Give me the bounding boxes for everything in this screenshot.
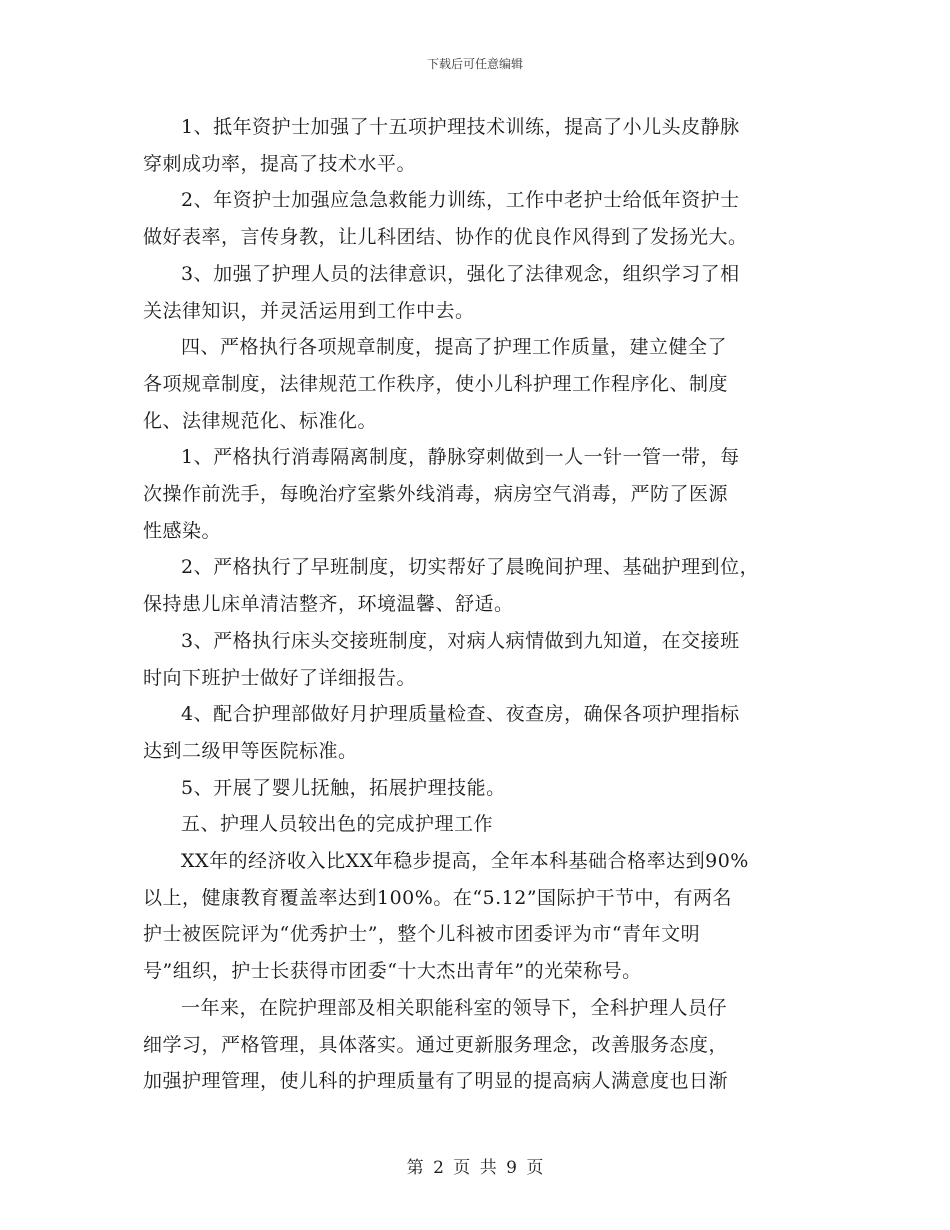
paragraph-line: 做好表率，言传身教，让儿科团结、协作的优良作风得到了发扬光大。 [143, 226, 748, 249]
body-paragraph [143, 806, 808, 843]
document-body [143, 109, 808, 1100]
paragraph-line: 护士被医院评为“优秀护士”，整个儿科被市团委评为市“青年文明 [143, 923, 701, 946]
paragraph-line: 4、配合护理部做好月护理质量检查、夜查房，确保各项护理指标 [181, 703, 740, 726]
body-paragraph [143, 623, 808, 696]
paragraph-line: 次操作前洗手，每晚治疗室紫外线消毒，病房空气消毒，严防了医源 [143, 483, 729, 506]
paragraph-line: 穿刺成功率，提高了技术水平。 [143, 152, 417, 175]
body-paragraph [143, 990, 808, 1100]
paragraph-line: 号”组织，护士长获得市团委“十大杰出青年”的光荣称号。 [143, 960, 642, 983]
paragraph-line: 2、严格执行了早班制度，切实帮好了晨晚间护理、基础护理到位， [181, 556, 760, 579]
body-paragraph [143, 109, 808, 182]
paragraph-line: 五、护理人员较出色的完成护理工作 [181, 813, 494, 836]
body-paragraph [143, 843, 808, 990]
body-paragraph [143, 329, 808, 439]
paragraph-line: 3、加强了护理人员的法律意识，强化了法律观念，组织学习了相 [181, 262, 740, 285]
paragraph-line: 细学习，严格管理，具体落实。通过更新服务理念，改善服务态度， [143, 1033, 729, 1056]
body-paragraph [143, 256, 808, 329]
paragraph-line: 5、开展了婴儿抚触，拓展护理技能。 [181, 776, 506, 799]
paragraph-line: 1、抵年资护士加强了十五项护理技术训练，提高了小儿头皮静脉 [181, 116, 740, 138]
paragraph-line: 关法律知识，并灵活运用到工作中去。 [143, 299, 475, 322]
paragraph-line: 以上，健康教育覆盖率达到100%。在“5.12”国际护干节中，有两名 [143, 886, 733, 909]
body-paragraph [143, 549, 808, 622]
paragraph-line: 2、年资护士加强应急急救能力训练，工作中老护士给低年资护士 [181, 189, 740, 212]
paragraph-line: XX年的经济收入比XX年稳步提高，全年本科基础合格率达到90% [181, 850, 749, 873]
body-paragraph [143, 182, 808, 255]
paragraph-line: 各项规章制度，法律规范工作秩序，使小儿科护理工作程序化、制度 [143, 372, 729, 395]
paragraph-line: 化、法律规范化、标准化。 [143, 409, 378, 432]
body-paragraph [143, 439, 808, 549]
paragraph-line: 达到二级甲等医院标准。 [143, 739, 358, 762]
paragraph-line: 3、严格执行床头交接班制度，对病人病情做到九知道，在交接班 [181, 629, 740, 652]
paragraph-line: 加强护理管理，使儿科的护理质量有了明显的提高病人满意度也日渐 [143, 1070, 729, 1093]
page-header-note: 下载后可任意编辑 [426, 57, 523, 71]
paragraph-line: 一年来，在院护理部及相关职能科室的领导下，全科护理人员仔 [181, 996, 728, 1019]
paragraph-line: 保持患儿床单清洁整齐，环境温馨、舒适。 [143, 593, 514, 616]
paragraph-line: 四、严格执行各项规章制度，提高了护理工作质量，建立健全了 [181, 336, 728, 359]
body-paragraph [143, 696, 808, 769]
paragraph-line: 1、严格执行消毒隔离制度，静脉穿刺做到一人一针一管一带，每 [181, 446, 740, 469]
body-paragraph [143, 770, 808, 807]
page-number-footer: 第 2 页 共 9 页 [406, 1158, 544, 1178]
paragraph-line: 时向下班护士做好了详细报告。 [143, 666, 417, 689]
paragraph-line: 性感染。 [143, 519, 222, 542]
